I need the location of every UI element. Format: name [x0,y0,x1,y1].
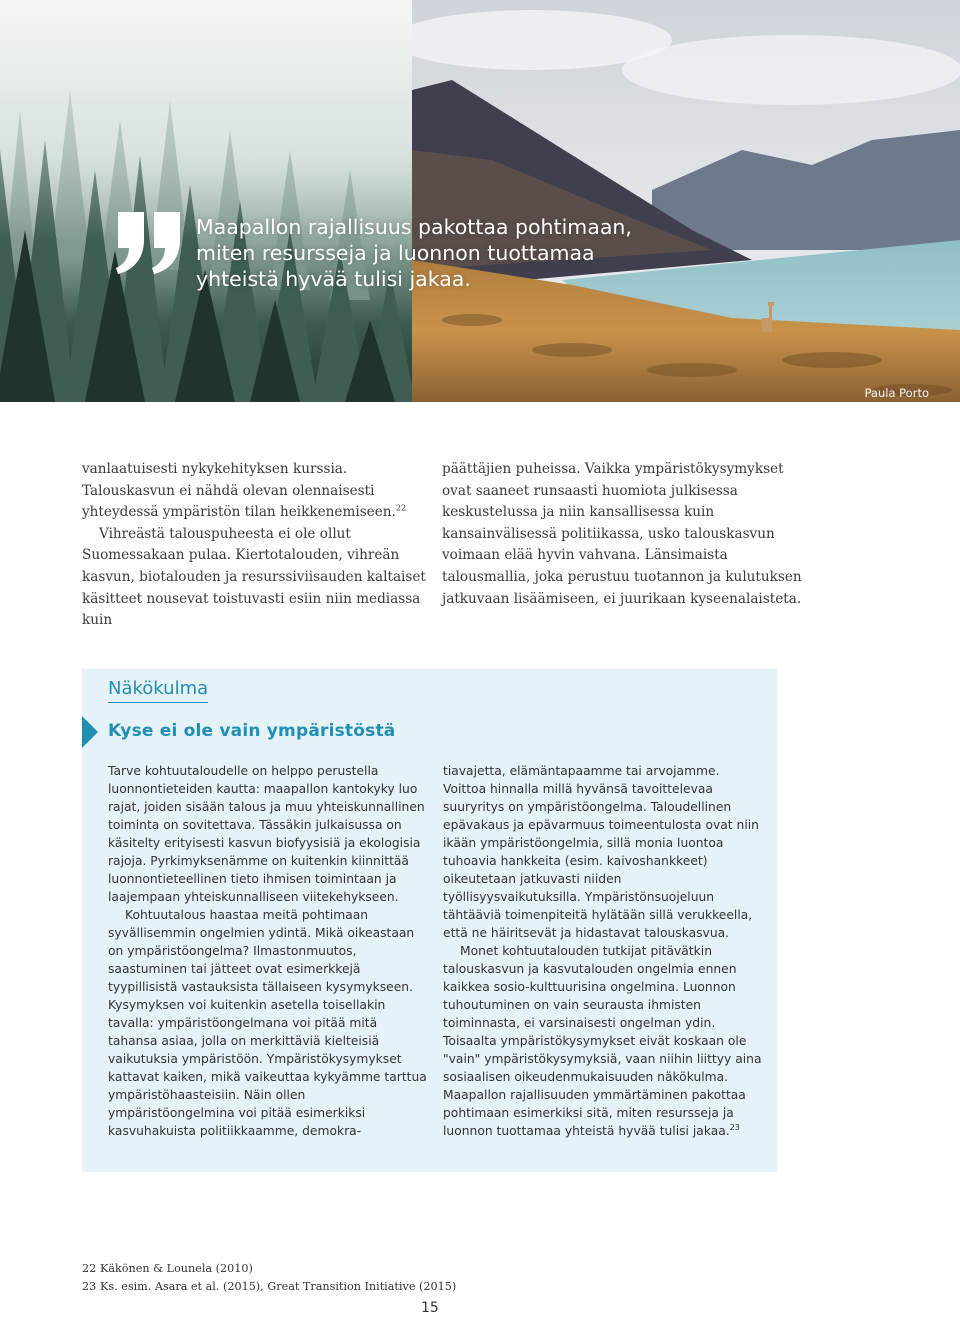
pull-quote-line: yhteistä hyvää tulisi jakaa. [196,267,471,291]
hero-image-banner [0,0,960,402]
box-text: Monet kohtuutalouden tutkijat pitävätkin talouskasvun ja kasvutalouden ongelmia ennen kaikkea sosio-kulttuurisina ongelmina. Luonnon tuhoutuminen on vain seurausta ihmisten toiminnasta, ei varsinaisesti ongelman ydin. Toisaalta ympäristökysymykset eivät koskaan ole "vain" ympäristökysymyksiä, vaan niihin liittyy aina sosiaalisen oikeudenmukaisuuden näkökulma. Maapallon rajallisuuden ymmärtäminen pakottaa pohtimaan esimerkiksi sitä, miten resursseja ja luonnon tuottamaa yhteistä hyvää tulisi jakaa. [443,944,762,1138]
box-column-left [108,762,428,1140]
mountain-lake-photo [412,0,960,402]
footnote-ref[interactable]: 22 [395,503,407,513]
footnote-ref[interactable]: 23 [729,1122,740,1132]
footnote-text: Ks. esim. Asara et al. (2015), Great Transition Initiative (2015) [100,1279,457,1293]
box-paragraph: tiavajetta, elämäntapaamme tai arvojamme. Voittoa hinnalla millä hyvänsä tavoittelevaa suuryritys on ympäristöongelma. Taloudellinen epävakaus ja epävarmuus toimeentulosta ovat niin ikään ympäristöongelmia, sillä monia luontoa tuhoavia hankkeita (esim. kaivoshankkeet) oikeutetaan jatkuvasti niiden työllisyysvaikutuksilla. Ympäristönsuojeluun tähtääviä toimenpiteitä hylätään sillä verukkeella, että ne häiritsevät ja hidastavat talouskasvua. [443,764,759,940]
pull-quote [196,214,716,292]
body-column-left [82,459,432,632]
body-paragraph: päättäjien puheissa. Vaikka ympäristökysymykset ovat saaneet runsaasti huomiota julkisessa keskustelussa ja niin kansallisessa kuin kansainvälisessä politiikassa, usko talouskasvun voimaan elää hyvin vahvana. Länsimaista talousmallia, joka perustuu tuotannon ja kulutuksen jatkuvaan lisäämiseen, ei juurikaan kyseenalaisteta. [442,461,802,607]
box-paragraph: Tarve kohtuutaloudelle on helppo perustella luonnontieteiden kautta: maapallon kantokyky luo rajat, joiden sisään talous ja muu yhteiskunnallinen toiminta on sovitettava. Tässäkin julkaisussa on käsitelty erityisesti kasvun biofyysisiä ja ekologisia rajoja. Pyrkimyksenämme on kuitenkin kiinnittää luonnontieteellinen tieto ihmisen toimintaan ja laajempaan yhteiskunnalliseen viitekehykseen. [108,764,425,904]
footnote-number: 22 [82,1262,97,1275]
forest-photo [0,0,412,402]
body-paragraph [82,459,432,524]
footnote-number: 23 [82,1279,97,1293]
box-paragraph [443,942,763,1140]
body-column-right [442,459,802,610]
body-text: vanlaatuisesti nykykehityksen kurssia. Talouskasvun ei nähdä olevan olennaisesti yhteydessä ympäristön tilan heikkenemiseen. [82,461,396,521]
box-paragraph: Kohtuutalous haastaa meitä pohtimaan syvällisemmin ongelmien ydintä. Mikä oikeastaan on ympäristöongelma? Ilmastonmuutos, saastuminen tai jätteet ovat esimerkkejä tyypillisistä vastauksista tällaiseen kysymykseen. Kysymyksen voi kuitenkin asetella toisellakin tavalla: ympäristöongelmana voi pitää mitä tahansa asiaa, jolla on merkittäviä kielteisiä vaikutuksia ympäristöön. Ympäristökysymykset kattavat kaiken, mikä vaikeuttaa kykyämme tarttua ympäristöhaasteisiin. Näin ollen ympäristöongelmina voi pitää esimerkiksi kasvuhakuista politiikkaamme, demokra- [108,908,427,1138]
triangle-marker-icon [82,716,98,748]
box-column-right [443,762,763,1140]
box-kicker: Näkökulma [108,677,208,703]
footnotes [82,1260,456,1295]
page-number: 15 [421,1300,439,1316]
footnote [82,1260,456,1278]
perspective-box [82,669,777,1172]
pull-quote-line: Maapallon rajallisuus pakottaa pohtimaan, [196,215,632,239]
box-title: Kyse ei ole vain ympäristöstä [108,721,396,741]
photo-credit: Paula Porto [864,386,929,400]
footnote-text: Käkönen & Lounela (2010) [100,1262,253,1275]
quotation-mark-icon [108,208,188,278]
body-paragraph: Vihreästä talouspuheesta ei ole ollut Suomessakaan pulaa. Kiertotalouden, vihreän kasvun, biotalouden ja resurssiviisauden kaltaiset käsitteet nousevat toistuvasti esiin niin mediassa kuin [82,525,426,629]
pull-quote-line: miten resursseja ja luonnon tuottamaa [196,241,595,265]
footnote [82,1278,456,1296]
